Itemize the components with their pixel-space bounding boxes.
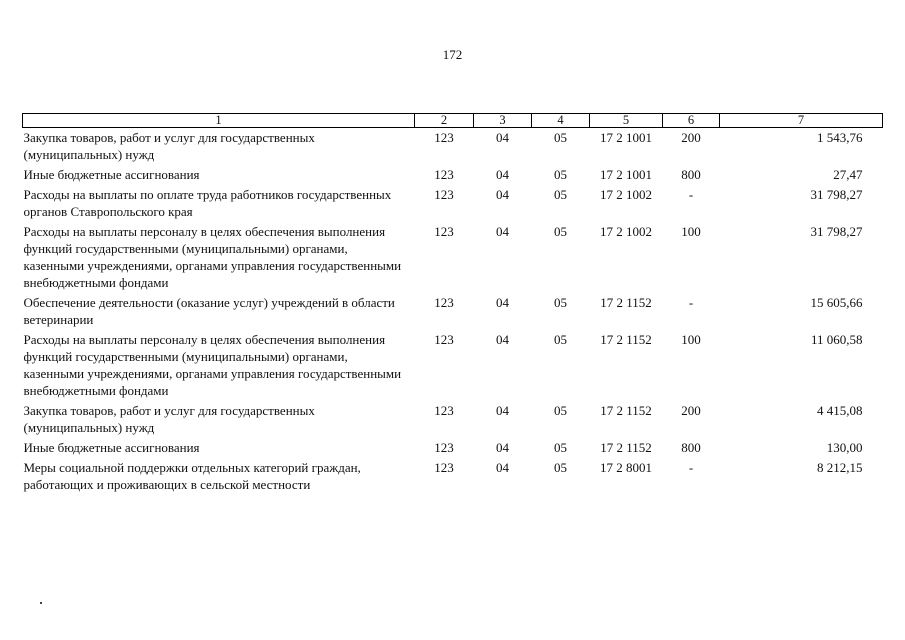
header-col-5: 5	[590, 114, 663, 128]
row-description: Расходы на выплаты по оплате труда работников государственных органов Ставропольского края	[23, 187, 392, 219]
row-col-3: 04	[496, 295, 509, 310]
row-col-3: 04	[496, 224, 509, 239]
header-col-7: 7	[720, 114, 883, 128]
row-amount: 4 415,08	[817, 403, 863, 418]
table-row	[23, 438, 883, 458]
row-description: Расходы на выплаты персоналу в целях обеспечения выполнения функций государственными (муниципальными) органами, казенными учреждениями, органами управления государственными внебюджетными фондами	[23, 224, 402, 290]
row-col-2: 123	[434, 130, 454, 145]
row-col-3: 04	[496, 440, 509, 455]
row-col-5: 17 2 1152	[600, 332, 652, 347]
row-col-4: 05	[554, 130, 567, 145]
row-col-6: 100	[681, 332, 701, 347]
row-description: Иные бюджетные ассигнования	[23, 167, 200, 182]
row-col-6: -	[688, 187, 694, 202]
row-col-6: 200	[681, 130, 701, 145]
row-amount: 27,47	[833, 167, 863, 182]
row-amount: 31 798,27	[810, 187, 863, 202]
row-col-5: 17 2 1152	[600, 440, 652, 455]
row-amount: 31 798,27	[810, 224, 863, 239]
header-col-2: 2	[415, 114, 474, 128]
row-col-5: 17 2 1152	[600, 295, 652, 310]
table-row	[23, 401, 883, 438]
budget-table-wrapper	[22, 113, 882, 495]
row-col-3: 04	[496, 167, 509, 182]
row-col-6: 200	[681, 403, 701, 418]
table-row	[23, 458, 883, 495]
row-col-6: 800	[681, 167, 701, 182]
row-col-3: 04	[496, 403, 509, 418]
table-row	[23, 165, 883, 185]
row-col-3: 04	[496, 130, 509, 145]
row-col-4: 05	[554, 332, 567, 347]
row-col-5: 17 2 1001	[600, 167, 652, 182]
row-description: Закупка товаров, работ и услуг для государственных (муниципальных) нужд	[23, 403, 315, 435]
row-col-2: 123	[434, 295, 454, 310]
row-description: Расходы на выплаты персоналу в целях обеспечения выполнения функций государственными (муниципальными) органами, казенными учреждениями, органами управления государственными внебюджетными фондами	[23, 332, 402, 398]
row-description: Иные бюджетные ассигнования	[23, 440, 200, 455]
header-col-6: 6	[663, 114, 720, 128]
row-col-2: 123	[434, 224, 454, 239]
row-col-2: 123	[434, 167, 454, 182]
row-col-2: 123	[434, 440, 454, 455]
row-col-5: 17 2 1152	[600, 403, 652, 418]
row-col-4: 05	[554, 167, 567, 182]
row-col-4: 05	[554, 460, 567, 475]
row-col-4: 05	[554, 295, 567, 310]
row-col-5: 17 2 1001	[600, 130, 652, 145]
row-description: Обеспечение деятельности (оказание услуг) учреждений в области ветеринарии	[23, 295, 395, 327]
page-number: 172	[442, 47, 463, 62]
row-amount: 8 212,15	[817, 460, 863, 475]
row-col-4: 05	[554, 224, 567, 239]
header-col-4: 4	[532, 114, 590, 128]
row-amount: 11 060,58	[810, 332, 863, 347]
row-col-4: 05	[554, 187, 567, 202]
row-description: Меры социальной поддержки отдельных категорий граждан, работающих и проживающих в сельской местности	[23, 460, 361, 492]
row-col-6: 800	[681, 440, 701, 455]
row-col-2: 123	[434, 403, 454, 418]
table-row	[23, 330, 883, 401]
row-col-5: 17 2 8001	[600, 460, 652, 475]
row-col-6: 100	[681, 224, 701, 239]
row-col-3: 04	[496, 460, 509, 475]
header-col-1: 1	[23, 114, 415, 128]
row-col-6: -	[688, 295, 694, 310]
budget-table	[22, 113, 883, 495]
row-description: Закупка товаров, работ и услуг для государственных (муниципальных) нужд	[23, 130, 315, 162]
table-row	[23, 293, 883, 330]
table-row	[23, 185, 883, 222]
row-col-5: 17 2 1002	[600, 224, 652, 239]
scan-speck	[40, 602, 42, 604]
row-col-4: 05	[554, 440, 567, 455]
row-col-6: -	[688, 460, 694, 475]
row-amount: 130,00	[826, 440, 863, 455]
row-col-2: 123	[434, 187, 454, 202]
table-row	[23, 128, 883, 166]
row-amount: 15 605,66	[810, 295, 863, 310]
row-col-2: 123	[434, 332, 454, 347]
table-header-row	[23, 114, 883, 128]
row-col-3: 04	[496, 332, 509, 347]
row-amount: 1 543,76	[817, 130, 863, 145]
row-col-4: 05	[554, 403, 567, 418]
header-col-3: 3	[474, 114, 532, 128]
row-col-5: 17 2 1002	[600, 187, 652, 202]
row-col-2: 123	[434, 460, 454, 475]
row-col-3: 04	[496, 187, 509, 202]
table-row	[23, 222, 883, 293]
